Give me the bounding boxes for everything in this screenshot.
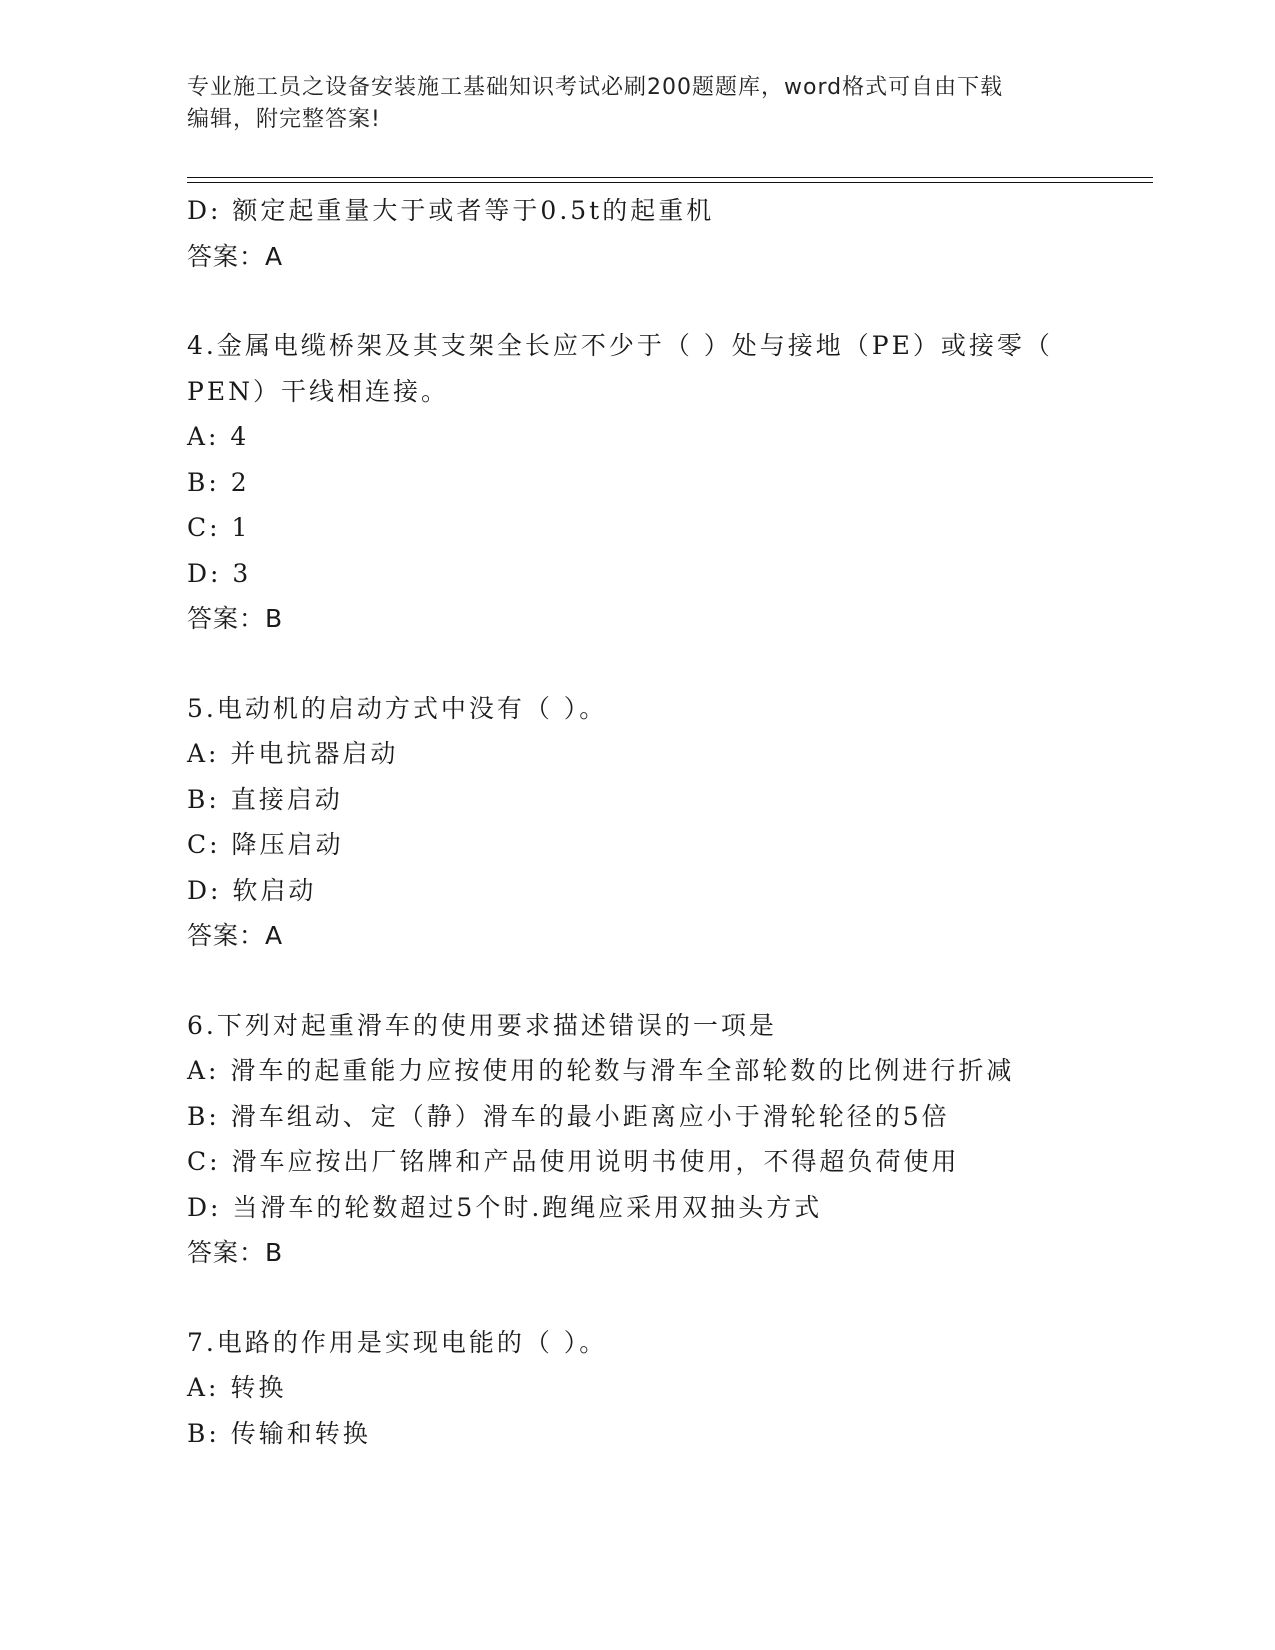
question-4 — [187, 323, 1147, 642]
option-d: D: 3 — [187, 558, 252, 588]
answer-line: 答案：A — [187, 921, 284, 950]
option-d: D: 额定起重量大于或者等于0.5t的起重机 — [187, 196, 715, 225]
option-a: A: 滑车的起重能力应按使用的轮数与滑车全部轮数的比例进行折减 — [187, 1056, 1015, 1085]
question-list — [187, 188, 1147, 1456]
question-3-tail — [187, 188, 1147, 279]
question-stem-continued: PEN）干线相连接。 — [187, 376, 449, 406]
question-stem: 6.下列对起重滑车的使用要求描述错误的一项是 — [187, 1010, 777, 1040]
question-stem: 4.金属电缆桥架及其支架全长应不少于（ ）处与接地（PE）或接零（ — [187, 331, 1053, 360]
header-divider-top — [187, 177, 1153, 178]
option-c: C: 1 — [187, 513, 251, 542]
question-6 — [187, 1003, 1147, 1276]
option-c: C: 降压启动 — [187, 830, 344, 859]
page-header — [187, 72, 1087, 136]
answer-line: 答案：B — [187, 604, 284, 633]
option-b: B: 滑车组动、定（静）滑车的最小距离应小于滑轮轮径的5倍 — [187, 1101, 950, 1131]
question-7 — [187, 1320, 1147, 1457]
option-a: A: 并电抗器启动 — [187, 739, 399, 768]
option-a: A: 4 — [187, 422, 250, 451]
header-divider-bottom — [187, 182, 1153, 183]
question-stem: 5.电动机的启动方式中没有（ ）。 — [187, 693, 608, 723]
option-b: B: 直接启动 — [187, 784, 343, 814]
header-title-line1: 专业施工员之设备安装施工基础知识考试必刷200题题库，word格式可自由下载 — [187, 75, 1004, 100]
answer-line: 答案：A — [187, 241, 284, 271]
option-d: D: 当滑车的轮数超过5个时.跑绳应采用双抽头方式 — [187, 1192, 823, 1222]
header-title-line2: 编辑，附完整答案! — [187, 107, 381, 132]
option-a: A: 转换 — [187, 1373, 287, 1402]
question-5 — [187, 686, 1147, 959]
question-stem: 7.电路的作用是实现电能的（ ）。 — [187, 1327, 608, 1357]
option-c: C: 滑车应按出厂铭牌和产品使用说明书使用，不得超负荷使用 — [187, 1147, 960, 1176]
option-d: D: 软启动 — [187, 875, 317, 905]
option-b: B: 2 — [187, 467, 250, 497]
option-b: B: 传输和转换 — [187, 1418, 371, 1448]
answer-line: 答案：B — [187, 1238, 284, 1267]
